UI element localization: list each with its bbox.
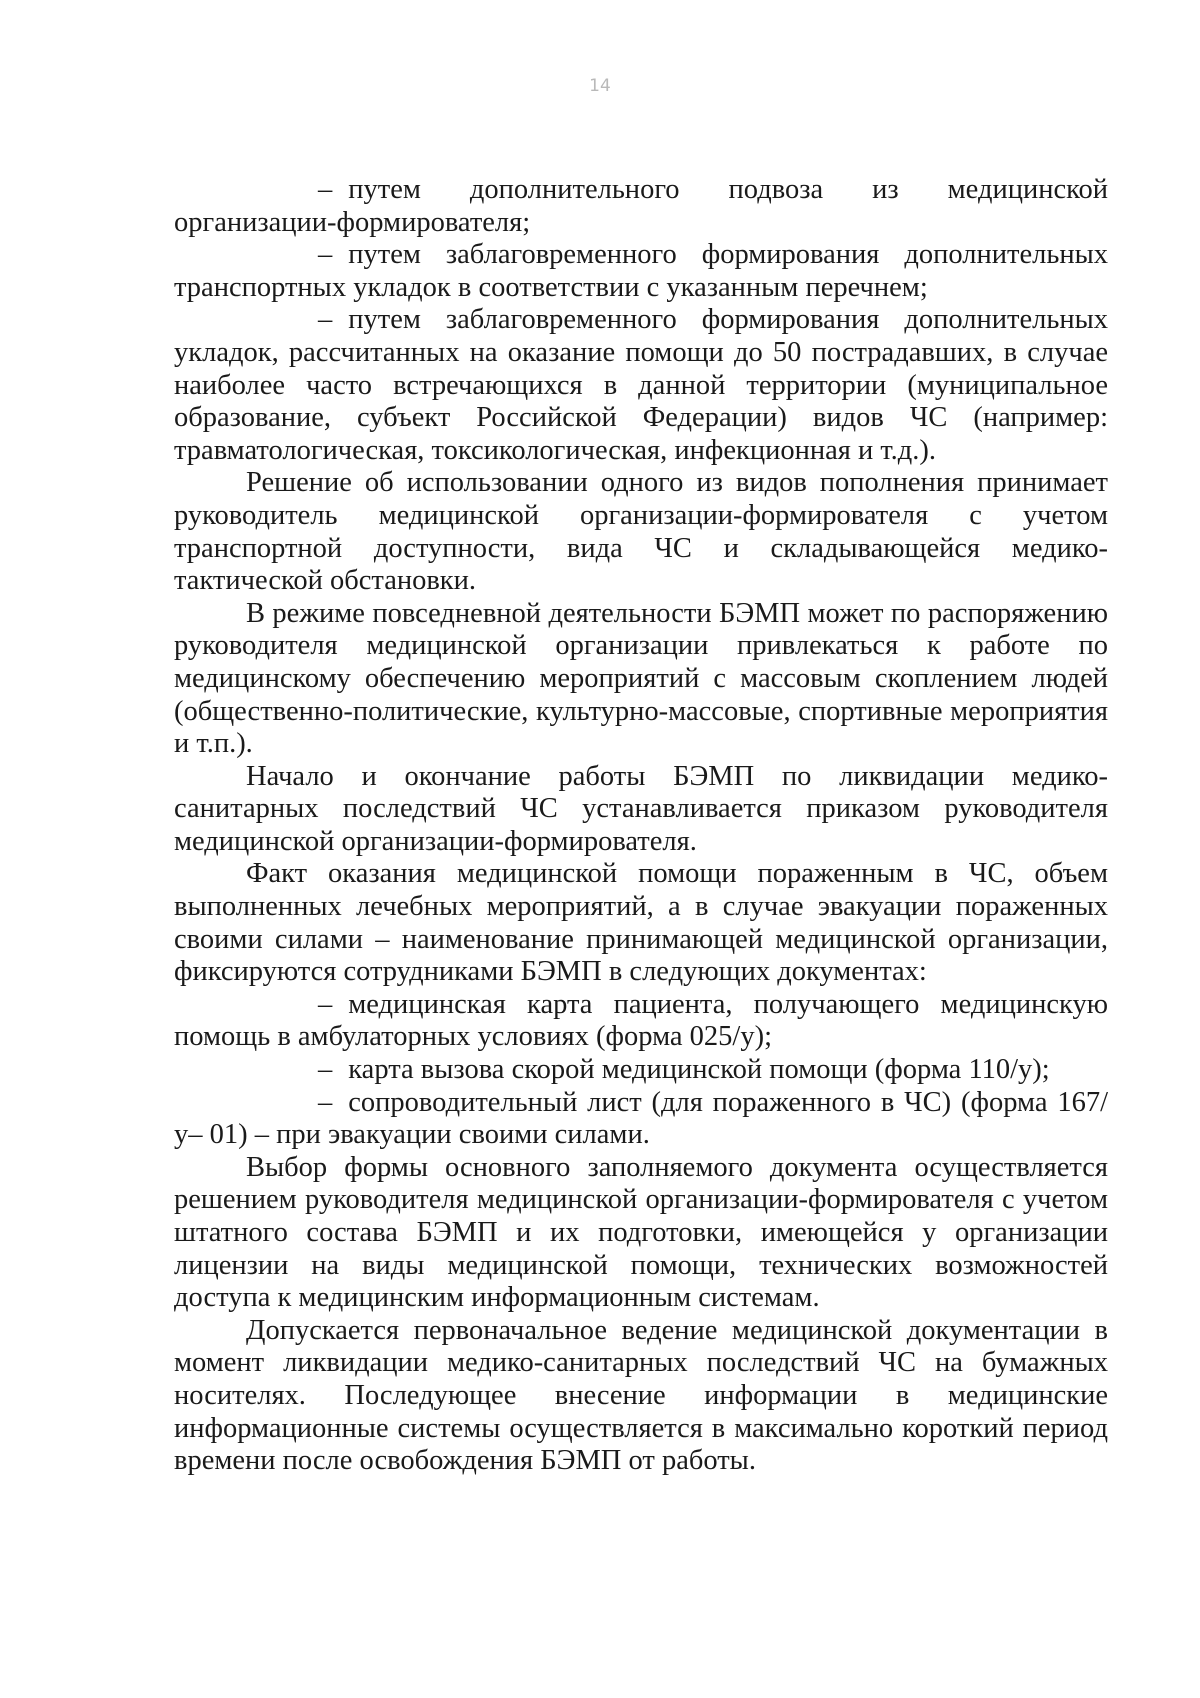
list-dash: – [318, 988, 333, 1020]
body-text [174, 174, 1108, 1478]
paragraph-text: сопроводительный лист (для пораженного в ЧС) (форма 167/у– 01) – при эвакуации своими силами. [174, 1086, 1108, 1151]
bullet-paragraph-transport-kits [174, 239, 1108, 304]
paragraph-text: путем заблаговременного формирования дополнительных укладок, рассчитанных на оказание помощи до 50 пострадавших, в случае наиболее часто встречающихся в данной территории (муниципальное образование, субъект Российской Федерации) видов ЧС (например: травматологическая, токсикологическая, инфекционная и т.д.). [174, 304, 1108, 466]
paragraph-form-choice: Выбор формы основного заполняемого документа осуществляется решением руководителя медицинской организации-формирователя с учетом штатного состава БЭМП и их подготовки, имеющейся у организации лицензии на виды медицинской помощи, технических возможностей доступа к медицинским информационным системам. [174, 1151, 1108, 1314]
bullet-paragraph-delivery [174, 174, 1108, 239]
bullet-paragraph-form-110 [174, 1054, 1108, 1087]
bullet-paragraph-additional-kits [174, 304, 1108, 467]
paragraph-start-end-work: Начало и окончание работы БЭМП по ликвидации медико-санитарных последствий ЧС устанавливается приказом руководителя медицинской организации-формирователя. [174, 760, 1108, 857]
paragraph-replenishment-decision: Решение об использовании одного из видов пополнения принимает руководитель медицинской организации-формирователя с учетом транспортной доступности, вида ЧС и складывающейся медико-тактической обстановки. [174, 467, 1108, 597]
list-dash: – [318, 239, 333, 271]
list-dash: – [318, 1086, 333, 1118]
bullet-paragraph-form-025 [174, 989, 1108, 1054]
paragraph-text: медицинская карта пациента, получающего медицинскую помощь в амбулаторных условиях (форма 025/у); [174, 988, 1108, 1053]
page-number: 14 [589, 76, 611, 96]
paragraph-text: путем заблаговременного формирования дополнительных транспортных укладок в соответствии с указанным перечнем; [174, 239, 1108, 303]
list-dash: – [318, 304, 333, 336]
paragraph-documentation-fact: Факт оказания медицинской помощи пораженным в ЧС, объем выполненных лечебных мероприятий, а в случае эвакуации пораженных своими силами – наименование принимающей медицинской организации, фиксируются сотрудниками БЭМП в следующих документах: [174, 858, 1108, 988]
paragraph-daily-mode: В режиме повседневной деятельности БЭМП может по распоряжению руководителя медицинской организации привлекаться к работе по медицинскому обеспечению мероприятий с массовым скоплением людей (общественно-политические, культурно-массовые, спортивные мероприятия и т.п.). [174, 597, 1108, 760]
list-dash: – [318, 1054, 333, 1086]
paragraph-text: путем дополнительного подвоза из медицинской организации-формирователя; [174, 174, 1108, 238]
paragraph-paper-documentation: Допускается первоначальное ведение медицинской документации в момент ликвидации медико-санитарных последствий ЧС на бумажных носителях. Последующее внесение информации в медицинские информационные системы осуществляется в максимально короткий период времени после освобождения БЭМП от работы. [174, 1314, 1108, 1477]
bullet-paragraph-form-167 [174, 1087, 1108, 1152]
paragraph-text: карта вызова скорой медицинской помощи (форма 110/у); [348, 1054, 1050, 1086]
list-dash: – [318, 174, 333, 205]
